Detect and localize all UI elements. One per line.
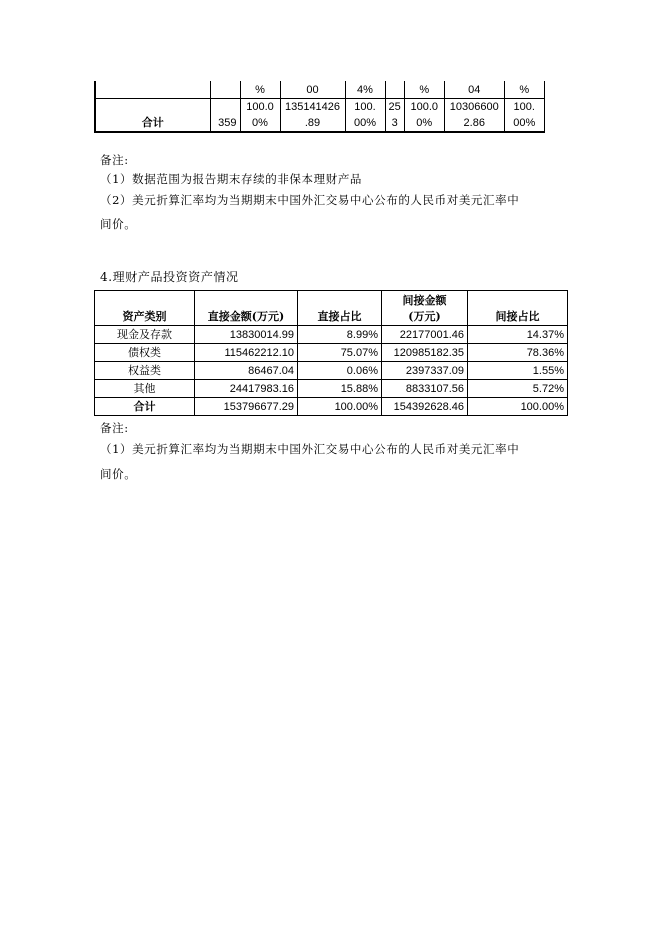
header-cell: 直接占比 bbox=[298, 291, 382, 326]
table-cell bbox=[210, 81, 240, 99]
table-cell: 135141426 .89 bbox=[280, 99, 345, 133]
table-cell: 154392628.46 bbox=[382, 398, 468, 416]
table-cell: 78.36% bbox=[468, 344, 568, 362]
table-cell bbox=[95, 81, 210, 99]
table-cell: 8.99% bbox=[298, 326, 382, 344]
table-cell: 15.88% bbox=[298, 380, 382, 398]
product-summary-table-fragment bbox=[94, 81, 545, 133]
category-cell: 现金及存款 bbox=[95, 326, 195, 344]
table-row bbox=[95, 362, 568, 380]
table-row bbox=[95, 81, 544, 99]
table-cell: 14.37% bbox=[468, 326, 568, 344]
table-cell: 100.00% bbox=[468, 398, 568, 416]
table-cell: 100. 00% bbox=[504, 99, 544, 133]
note-line: 间价。 bbox=[100, 467, 137, 481]
table-cell: 8833107.56 bbox=[382, 380, 468, 398]
table-cell: 100.0 0% bbox=[404, 99, 444, 133]
table-cell bbox=[385, 81, 404, 99]
notes-title: 备注: bbox=[100, 421, 129, 435]
table-cell: 24417983.16 bbox=[195, 380, 298, 398]
table-cell: 22177001.46 bbox=[382, 326, 468, 344]
table-cell: 1.55% bbox=[468, 362, 568, 380]
table-cell: 120985182.35 bbox=[382, 344, 468, 362]
table-cell: 100. 00% bbox=[345, 99, 385, 133]
table-row bbox=[95, 380, 568, 398]
table-cell: 5.72% bbox=[468, 380, 568, 398]
table-row-total bbox=[95, 398, 568, 416]
table-cell: 04 bbox=[444, 81, 504, 99]
table-cell: 13830014.99 bbox=[195, 326, 298, 344]
category-cell: 其他 bbox=[95, 380, 195, 398]
table-cell: % bbox=[504, 81, 544, 99]
category-cell: 权益类 bbox=[95, 362, 195, 380]
table-cell: 75.07% bbox=[298, 344, 382, 362]
table-cell: 100.00% bbox=[298, 398, 382, 416]
header-cell: 间接金额 (万元) bbox=[382, 291, 468, 326]
category-cell: 债权类 bbox=[95, 344, 195, 362]
header-cell: 直接金额(万元) bbox=[195, 291, 298, 326]
header-cell: 间接占比 bbox=[468, 291, 568, 326]
table-row-total bbox=[95, 99, 544, 133]
table-cell: 153796677.29 bbox=[195, 398, 298, 416]
table-cell: 0.06% bbox=[298, 362, 382, 380]
section-heading: 4.理财产品投资资产情况 bbox=[100, 270, 239, 284]
table-cell: % bbox=[240, 81, 280, 99]
total-label-cell: 合计 bbox=[95, 398, 195, 416]
table-cell: 115462212.10 bbox=[195, 344, 298, 362]
notes-title: 备注: bbox=[100, 153, 129, 167]
table-row bbox=[95, 326, 568, 344]
table-cell: 4% bbox=[345, 81, 385, 99]
table-cell: 86467.04 bbox=[195, 362, 298, 380]
table-cell: 10306600 2.86 bbox=[444, 99, 504, 133]
header-cell: 资产类别 bbox=[95, 291, 195, 326]
investment-asset-table bbox=[94, 290, 568, 416]
note-line: （2）美元折算汇率均为当期期末中国外汇交易中心公布的人民币对美元汇率中 bbox=[100, 193, 520, 207]
table-cell: 2397337.09 bbox=[382, 362, 468, 380]
table-row bbox=[95, 344, 568, 362]
total-label-cell: 合计 bbox=[95, 99, 210, 133]
note-line: 间价。 bbox=[100, 217, 137, 231]
note-line: （1）数据范围为报告期末存续的非保本理财产品 bbox=[100, 172, 363, 186]
table-header-row bbox=[95, 291, 568, 326]
note-line: （1）美元折算汇率均为当期期末中国外汇交易中心公布的人民币对美元汇率中 bbox=[100, 442, 520, 456]
table-cell: 359 bbox=[210, 99, 240, 133]
table-cell: 100.0 0% bbox=[240, 99, 280, 133]
table-cell: 00 bbox=[280, 81, 345, 99]
table-cell: % bbox=[404, 81, 444, 99]
table-cell: 25 3 bbox=[385, 99, 404, 133]
